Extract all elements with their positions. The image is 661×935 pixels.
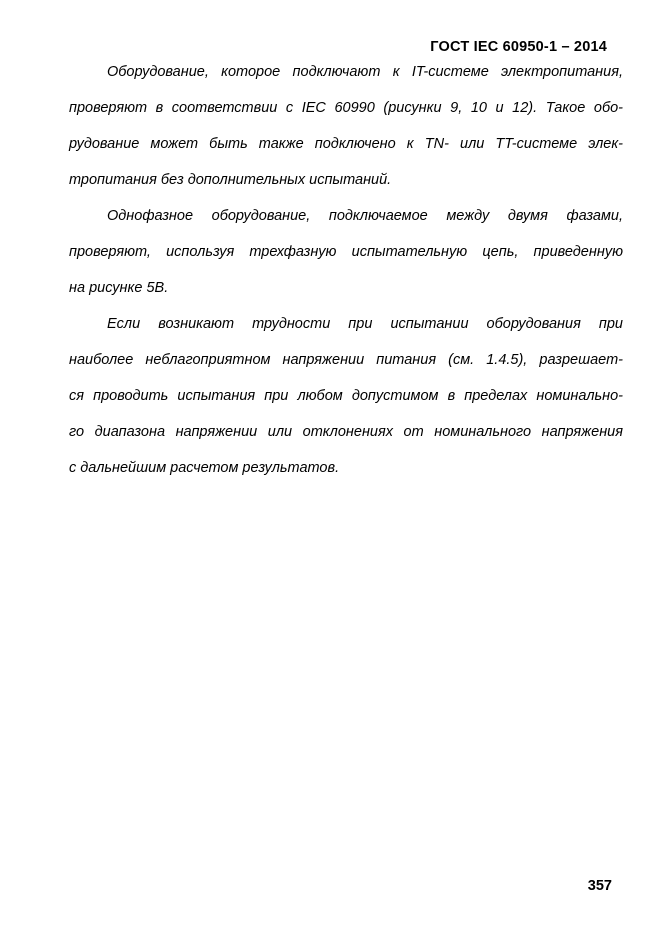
text-line: тропитания без дополнительных испытаний. (69, 172, 392, 188)
paragraph-1 (69, 54, 623, 198)
text-line: Если возникают трудности при испытании оборудования при (107, 316, 623, 332)
text-line: Оборудование, которое подключают к IT-системе электропитания, (107, 64, 623, 80)
document-body (69, 54, 623, 486)
text-line: рудование может быть также подключено к TN- или TT-системе элек- (69, 136, 623, 152)
paragraph-2 (69, 198, 623, 306)
text-line: на рисунке 5В. (69, 280, 169, 296)
text-line: Однофазное оборудование, подключаемое между двумя фазами, (107, 208, 623, 224)
text-line: проверяют в соответствии с IEC 60990 (рисунки 9, 10 и 12). Такое обо- (69, 100, 623, 116)
document-header: ГОСТ IEC 60950-1 – 2014 (430, 39, 607, 55)
page-number: 357 (587, 878, 612, 894)
text-line: проверяют, используя трехфазную испытательную цепь, приведенную (69, 244, 623, 260)
text-line: с дальнейшим расчетом результатов. (69, 460, 340, 476)
text-line: наиболее неблагоприятном напряжении питания (см. 1.4.5), разрешает- (69, 352, 623, 368)
paragraph-3 (69, 306, 623, 486)
text-line: го диапазона напряжении или отклонениях от номинального напряжения (69, 424, 623, 440)
text-line: ся проводить испытания при любом допустимом в пределах номинально- (69, 388, 623, 404)
